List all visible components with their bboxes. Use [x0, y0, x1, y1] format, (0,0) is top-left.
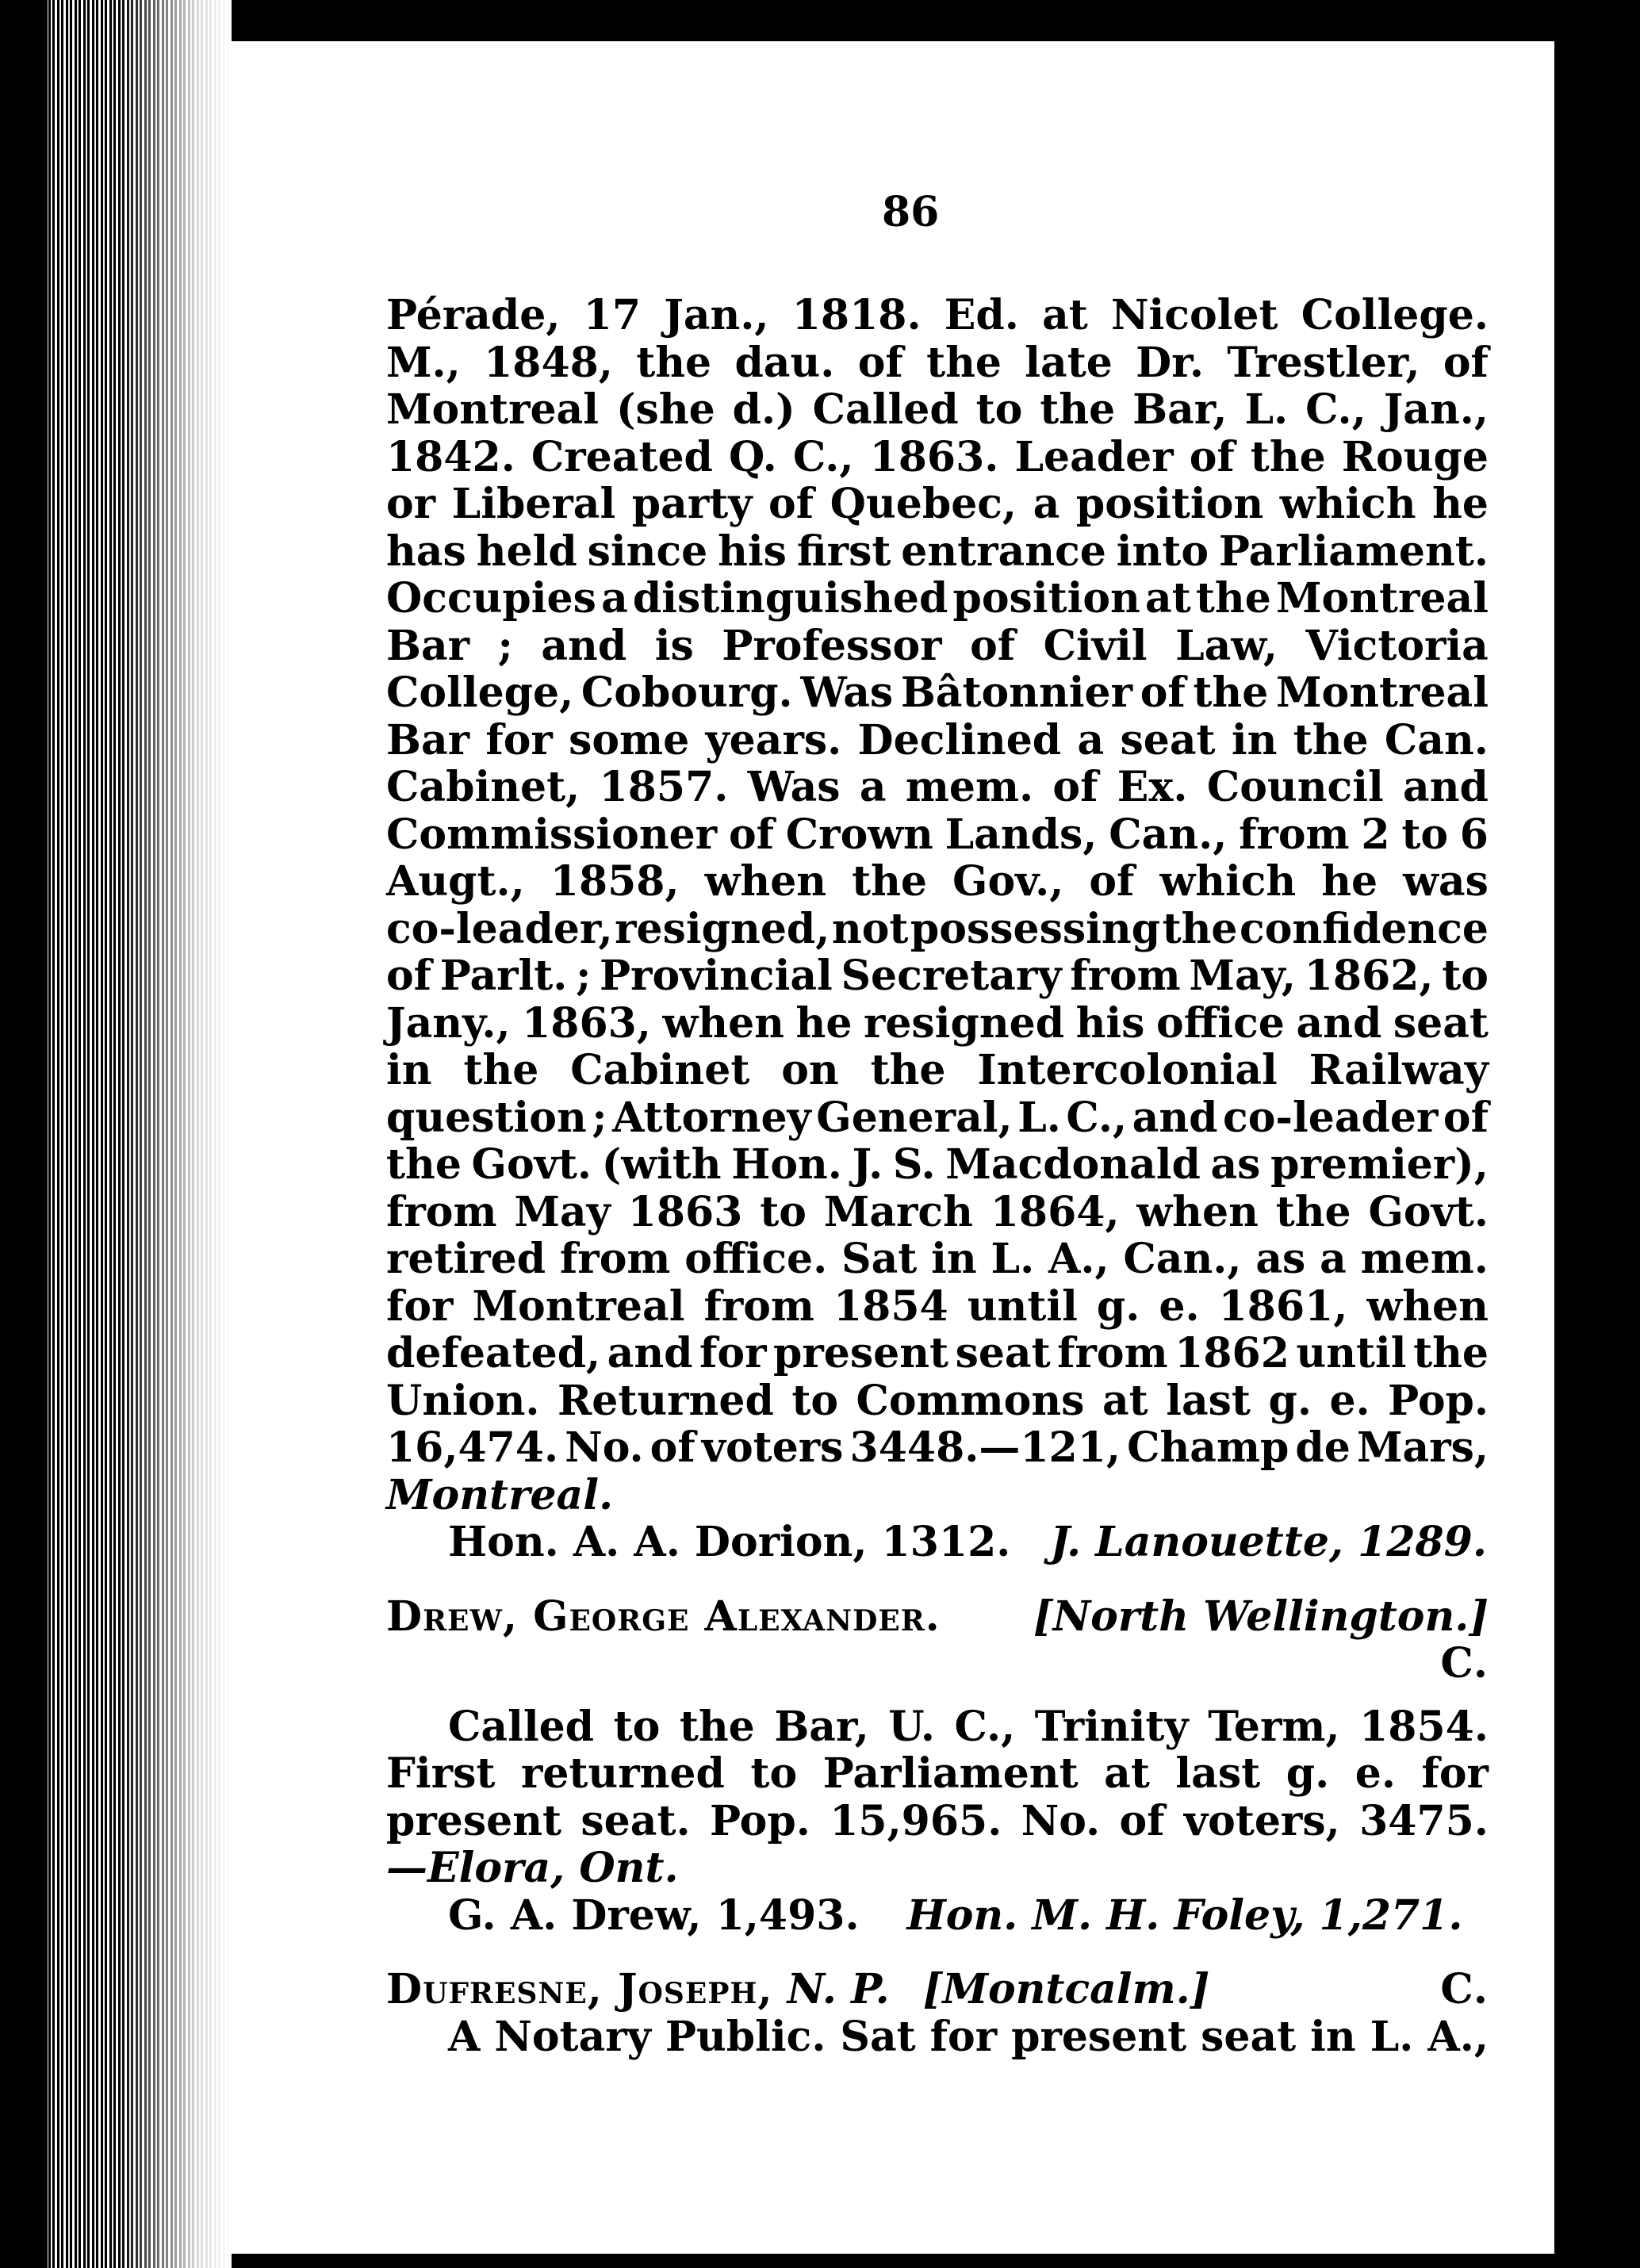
text-line: from May 1863 to March 1864, when the Govt.	[386, 1187, 1489, 1236]
text-line: Called to the Bar, U. C., Trinity Term, 1854.	[448, 1702, 1489, 1751]
text-line: Montreal.	[386, 1470, 614, 1519]
text-line: of Parlt. ; Provincial Secretary from May, 1862, to	[386, 952, 1489, 1000]
vote-loser: Hon. M. H. Foley, 1,271.	[906, 1891, 1463, 1940]
text-line: Occupies a distinguished position at the Montreal	[386, 574, 1489, 623]
text-line: in the Cabinet on the Intercolonial Railway	[386, 1046, 1489, 1094]
entry-drew	[386, 1593, 1489, 1940]
text-line: Augt., 1858, when the Gov., of which he was	[386, 857, 1489, 906]
page-text	[386, 292, 1489, 2060]
text-line: M., 1848, the dau. of the late Dr. Trestler, of	[386, 338, 1489, 387]
text-line: the Govt. (with Hon. J. S. Macdonald as premier),	[386, 1140, 1489, 1189]
entry-dufresne	[386, 1966, 1489, 2060]
text-line: 1842. Created Q. C., 1863. Leader of the Rouge	[386, 432, 1489, 481]
text-line: Cabinet, 1857. Was a mem. of Ex. Council and	[386, 763, 1489, 811]
text-line: 16,474. No. of voters 3448.—121, Champ de Mars,	[386, 1423, 1489, 1472]
text-line: A Notary Public. Sat for present seat in L. A.,	[448, 2012, 1489, 2061]
member-name: Dufresne, Joseph,	[386, 1965, 773, 2013]
page-number: 86	[882, 188, 940, 236]
party-label: C.	[1440, 1965, 1489, 2013]
text-line: College, Cobourg. Was Bâtonnier of the Montreal	[386, 669, 1489, 717]
text-line: co-leader, resigned, not possessing the confidence	[386, 904, 1489, 953]
text-line: has held since his first entrance into Parliament.	[386, 527, 1489, 576]
riding-name: [Montcalm.]	[922, 1965, 1210, 2013]
member-name: Drew, George Alexander.	[386, 1592, 941, 1641]
entry-heading	[386, 1966, 1489, 2013]
entry-dorion	[386, 292, 1489, 1566]
party-line	[386, 1640, 1489, 1688]
book-page	[232, 41, 1554, 2254]
entry-heading	[386, 1593, 1489, 1641]
text-line: question ; Attorney General, L. C., and co-leader of	[386, 1093, 1489, 1142]
text-line: for Montreal from 1854 until g. e. 1861, when	[386, 1281, 1489, 1331]
text-line: Jany., 1863, when he resigned his office and seat	[386, 998, 1489, 1048]
text-line: Commissioner of Crown Lands, Can., from 2 to 6	[386, 810, 1489, 859]
text-line: Montreal (she d.) Called to the Bar, L. C., Jan.,	[386, 385, 1489, 434]
vote-result	[386, 1519, 1489, 1566]
riding-name: [North Wellington.]	[1033, 1592, 1489, 1641]
vote-loser: J. Lanouette, 1289.	[1050, 1518, 1487, 1566]
text-line: defeated, and for present seat from 1862 until the	[386, 1329, 1489, 1377]
party-label: C.	[1440, 1639, 1489, 1688]
text-line: or Liberal party of Quebec, a position which he	[386, 480, 1489, 528]
text-line: Bar ; and is Professor of Civil Law, Victoria	[386, 621, 1489, 670]
member-title: N. P.	[787, 1965, 890, 2013]
vote-winner: G. A. Drew, 1,493.	[448, 1891, 860, 1940]
text-line: —Elora, Ont.	[386, 1844, 679, 1892]
text-line: retired from office. Sat in L. A., Can., as a mem.	[386, 1235, 1489, 1283]
text-line: Pérade, 17 Jan., 1818. Ed. at Nicolet College.	[386, 291, 1489, 339]
text-line: Union. Returned to Commons at last g. e. Pop.	[386, 1376, 1489, 1425]
text-line: Bar for some years. Declined a seat in the Can.	[386, 715, 1489, 764]
vote-result	[386, 1892, 1489, 1940]
text-line: present seat. Pop. 15,965. No. of voters, 3475.	[386, 1796, 1489, 1845]
vote-winner: Hon. A. A. Dorion, 1312.	[448, 1518, 1011, 1566]
binding-fade	[119, 0, 232, 2268]
text-line: First returned to Parliament at last g. e. for	[386, 1749, 1489, 1798]
page-right-edge	[1554, 0, 1640, 2268]
binding-shadow	[0, 0, 48, 2268]
